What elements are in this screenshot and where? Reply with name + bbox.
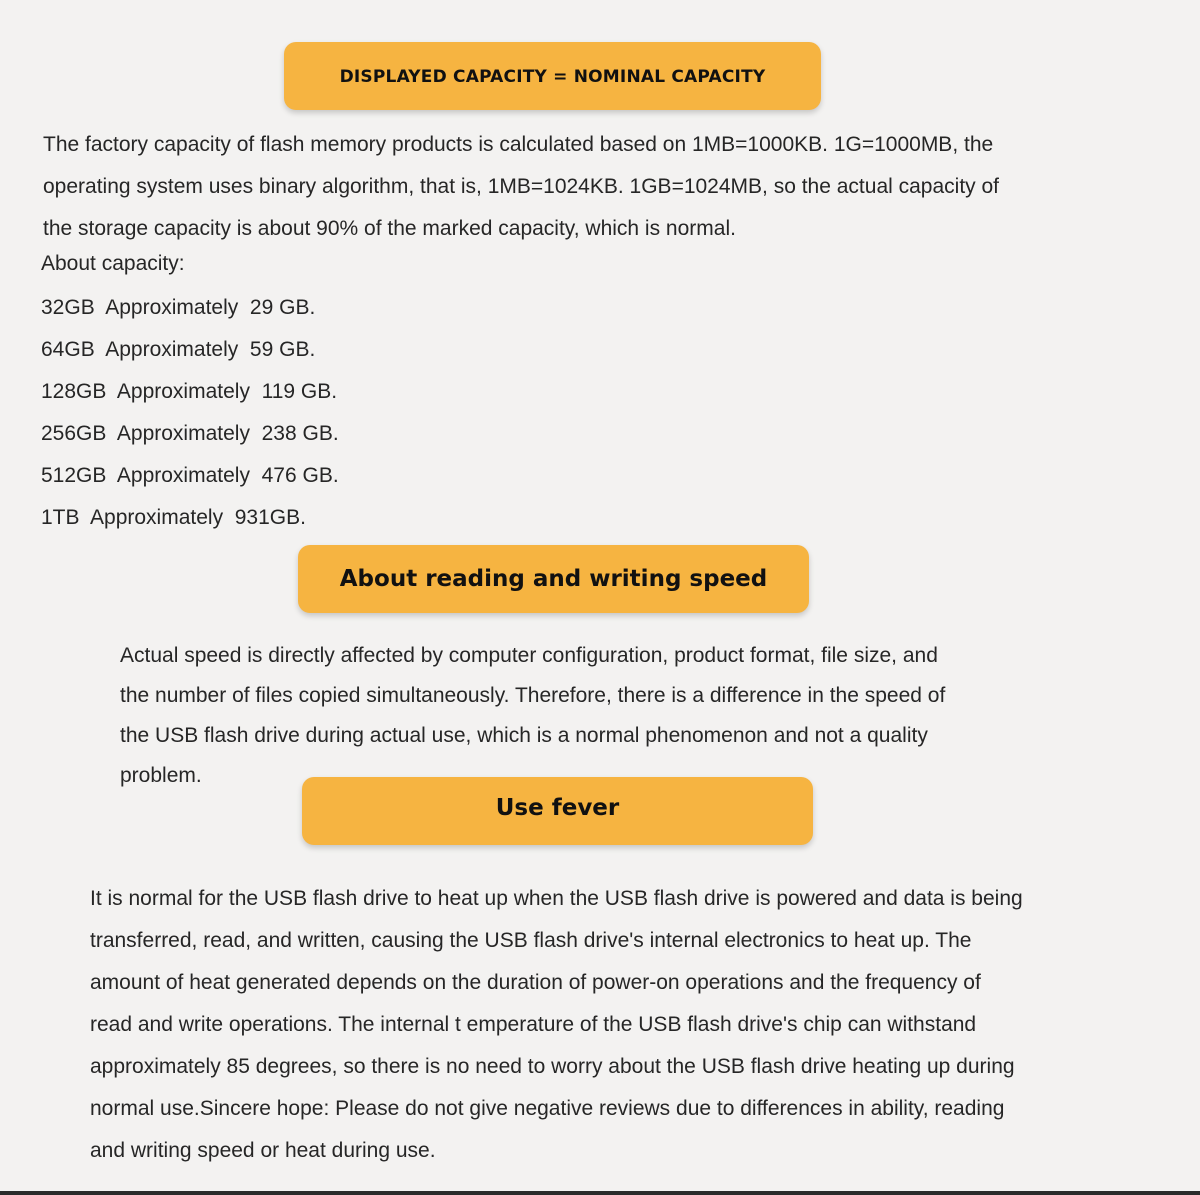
speed-heading: About reading and writing speed [339,566,768,592]
fever-explanation: It is normal for the USB flash drive to heat up when the USB flash drive is powered and data is being transferred, read, and written, causing the USB flash drive's internal electronics to heat up. The amount of heat generated depends on the duration of power-on operations and the frequency of read and write operations. The internal t emperature of the USB flash drive's chip can withstand approximately 85 degrees, so there is no need to worry about the USB flash drive heating up during normal use.Sincere hope: Please do not give negative reviews due to differences in ability, reading and writing speed or heat during use. [90,887,1023,1162]
capacity-item: 64GB Approximately 59 GB. [41,338,316,361]
capacity-explanation: The factory capacity of flash memory products is calculated based on 1MB=1000KB. 1G=1000MB, the operating system uses binary algorithm, that is, 1MB=1024KB. 1GB=1024MB, so the actual capacity of the storage capacity is about 90% of the marked capacity, which is normal. [43,133,1000,240]
capacity-item: 32GB Approximately 29 GB. [41,296,316,319]
bottom-border [0,1191,1200,1195]
speed-explanation: Actual speed is directly affected by computer configuration, product format, file size, and the number of files copied simultaneously. Therefore, there is a difference in the speed of the USB flash drive during actual use, which is a normal phenomenon and not a quality problem. [120,644,946,787]
capacity-heading: DISPLAYED CAPACITY = NOMINAL CAPACITY [339,67,766,87]
about-capacity-label: About capacity: [41,252,185,275]
capacity-item: 128GB Approximately 119 GB. [41,380,338,403]
capacity-heading-banner [284,42,821,110]
fever-heading: Use fever [495,795,620,821]
capacity-item: 256GB Approximately 238 GB. [41,422,339,445]
speed-heading-banner [298,545,809,613]
capacity-item: 512GB Approximately 476 GB. [41,464,339,487]
fever-heading-banner [302,777,813,845]
capacity-item: 1TB Approximately 931GB. [41,506,306,529]
